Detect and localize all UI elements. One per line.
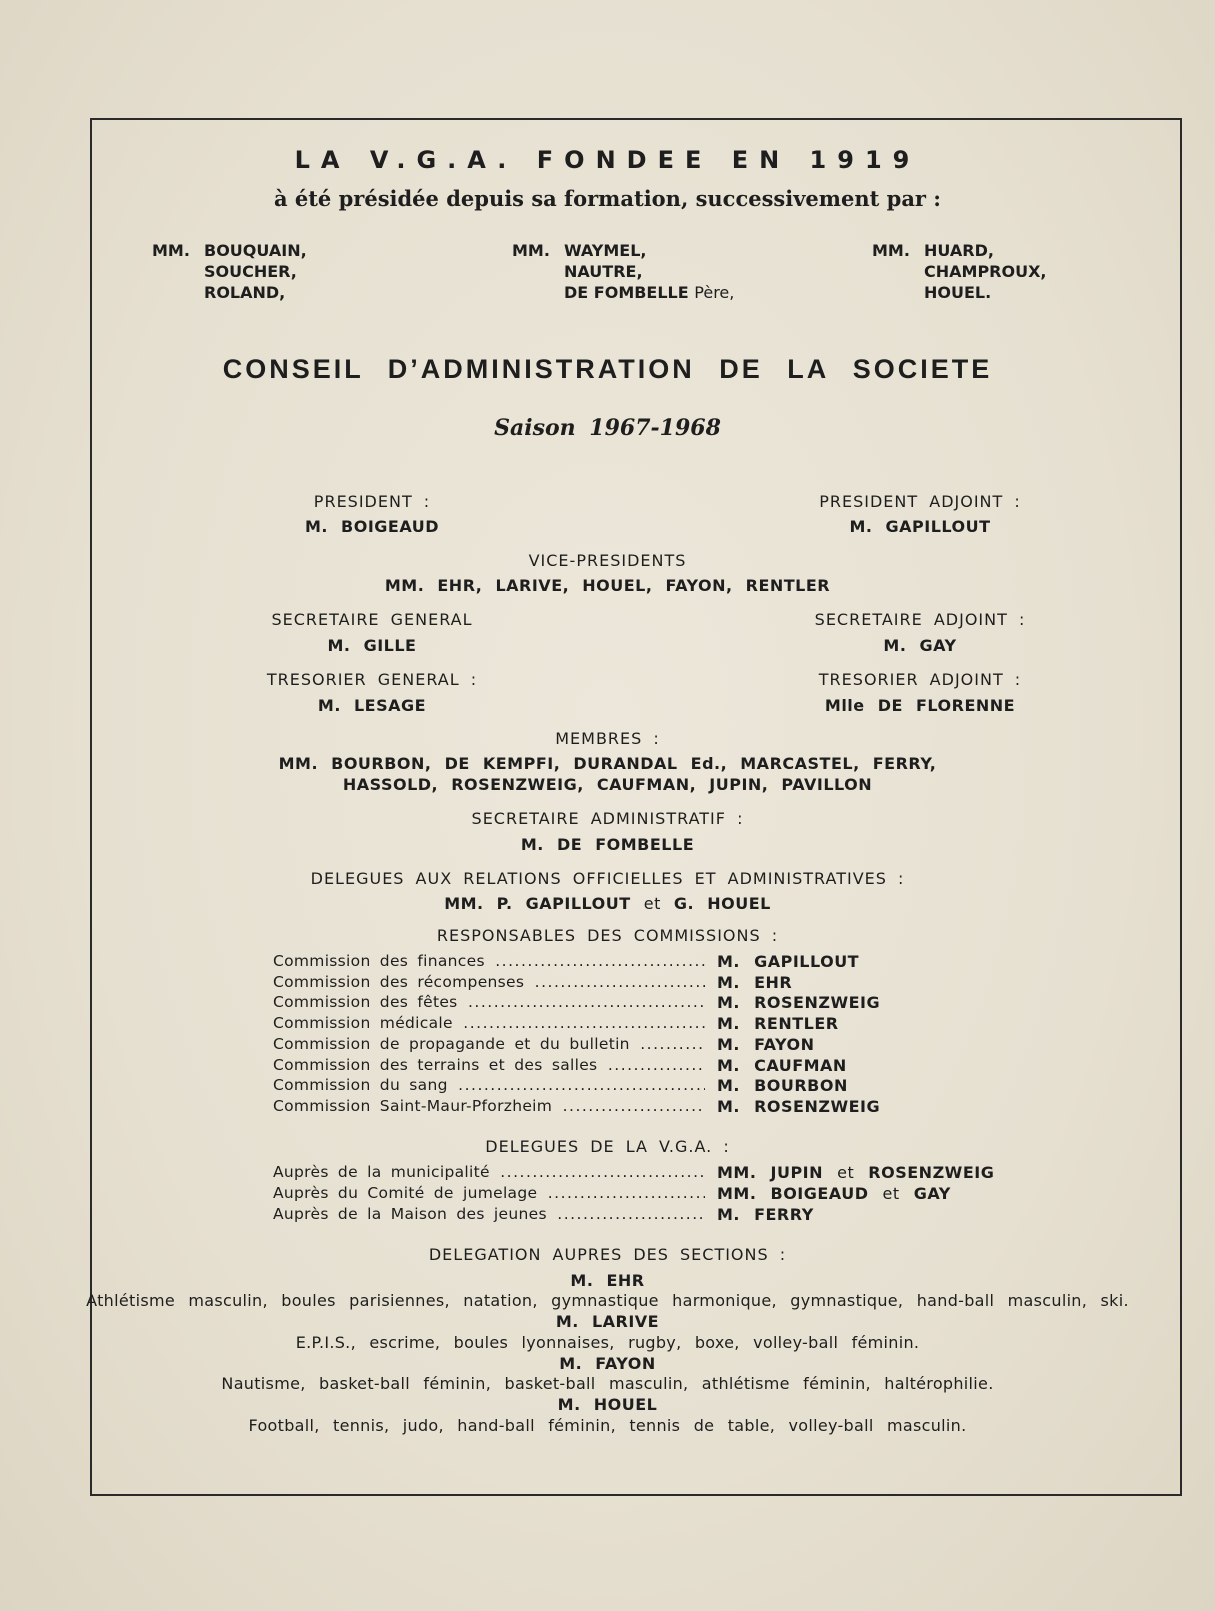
secretaire-administratif-name: M. DE FOMBELLE — [520, 835, 695, 854]
president-suffix: Père, — [694, 283, 735, 302]
secretaire-adjoint-name: M. GAY — [883, 636, 957, 655]
secretaire-general-name: M. GILLE — [327, 636, 417, 655]
delegue-vga-names: M. FERRY — [717, 1205, 814, 1224]
secretaire-general-label: SECRETAIRE GENERAL — [271, 610, 473, 629]
secretaire-administratif-label: SECRETAIRE ADMINISTRATIF : — [471, 809, 744, 828]
delegue-vga-names: MM. BOIGEAUD et GAY — [717, 1184, 951, 1203]
tresorier-adjoint-label: TRESORIER ADJOINT : — [818, 670, 1022, 689]
commission-label: Commission Saint-Maur-Pforzheim ..... — [273, 1097, 705, 1115]
president-name: HOUEL. — [924, 283, 992, 302]
delegation-sections: Football, tennis, judo, hand-ball féminin, tennis de table, volley-ball masculin. — [248, 1416, 967, 1435]
delegation-label: DELEGATION AUPRES DES SECTIONS : — [428, 1245, 787, 1264]
delegation-name: M. EHR — [570, 1271, 645, 1290]
foundation-title: LA V.G.A. FONDEE EN 1919 — [294, 146, 921, 174]
commission-responsable: M. EHR — [717, 973, 793, 992]
conjunction-et: et — [643, 894, 661, 913]
commission-responsable: M. RENTLER — [717, 1014, 839, 1033]
season-title: Saison 1967-1968 — [494, 415, 721, 441]
tresorier-general-label: TRESORIER GENERAL : — [266, 670, 478, 689]
president-name: M. BOIGEAUD — [304, 517, 440, 536]
delegue-officiel-2: G. HOUEL — [673, 894, 771, 913]
membres-label: MEMBRES : — [555, 729, 660, 748]
presidents-column-1 — [152, 240, 452, 310]
commission-label: Commission médicale ..... — [273, 1014, 705, 1032]
vice-presidents-label: VICE-PRESIDENTS — [528, 551, 687, 570]
tresorier-adjoint-name: Mlle DE FLORENNE — [824, 696, 1016, 715]
delegues-officiels-label: DELEGUES AUX RELATIONS OFFICIELLES ET ADMINISTRATIVES : — [310, 869, 905, 888]
commissions-label: RESPONSABLES DES COMMISSIONS : — [436, 926, 779, 945]
delegation-sections: Nautisme, basket-ball féminin, basket-ball masculin, athlétisme féminin, haltérophilie. — [221, 1374, 994, 1393]
president-name: ROLAND, — [204, 283, 286, 302]
delegation-name: M. LARIVE — [555, 1312, 660, 1331]
commission-label: Commission des fêtes ..... — [273, 993, 705, 1011]
president-name: CHAMPROUX, — [924, 262, 1047, 281]
president-name: WAYMEL, — [564, 241, 647, 260]
delegue-vga-names: MM. JUPIN et ROSENZWEIG — [717, 1163, 995, 1182]
president-name: BOUQUAIN, — [204, 241, 307, 260]
president-adjoint-name: M. GAPILLOUT — [849, 517, 991, 536]
delegue-vga-label: Auprès de la Maison des jeunes ..... — [273, 1205, 705, 1223]
delegation-name: M. FAYON — [559, 1354, 656, 1373]
commission-responsable: M. GAPILLOUT — [717, 952, 860, 971]
delegues-officiels-names — [0, 894, 1215, 913]
membres-line-1: MM. BOURBON, DE KEMPFI, DURANDAL Ed., MARCASTEL, FERRY, — [278, 754, 937, 773]
tresorier-general-name: M. LESAGE — [317, 696, 427, 715]
president-name: SOUCHER, — [204, 262, 297, 281]
delegue-vga-label: Auprès de la municipalité ..... — [273, 1163, 705, 1181]
secretaire-adjoint-label: SECRETAIRE ADJOINT : — [814, 610, 1026, 629]
vice-presidents-names: MM. EHR, LARIVE, HOUEL, FAYON, RENTLER — [384, 576, 831, 595]
presidents-column-2 — [512, 240, 812, 310]
presidents-prefix: MM. — [872, 241, 910, 260]
president-name: HUARD, — [924, 241, 994, 260]
commission-label: Commission des finances ..... — [273, 952, 705, 970]
commission-label: Commission des terrains et des salles ..... — [273, 1056, 705, 1074]
delegation-name: M. HOUEL — [557, 1395, 658, 1414]
commission-label: Commission des récompenses ..... — [273, 973, 705, 991]
commission-responsable: M. BOURBON — [717, 1076, 848, 1095]
presidents-prefix: MM. — [512, 241, 550, 260]
commission-responsable: M. ROSENZWEIG — [717, 1097, 881, 1116]
president-label: PRESIDENT : — [313, 492, 431, 511]
commission-responsable: M. CAUFMAN — [717, 1056, 847, 1075]
commission-responsable: M. FAYON — [717, 1035, 815, 1054]
foundation-subtitle: à été présidée depuis sa formation, successivement par : — [273, 186, 942, 211]
delegation-sections: Athlétisme masculin, boules parisiennes, natation, gymnastique harmonique, gymnastique, hand-ball masculin, ski. — [86, 1291, 1129, 1310]
conseil-title: CONSEIL D’ADMINISTRATION DE LA SOCIETE — [222, 354, 993, 384]
commission-responsable: M. ROSENZWEIG — [717, 993, 881, 1012]
commission-label: Commission de propagande et du bulletin ..... — [273, 1035, 705, 1053]
presidents-column-3 — [872, 240, 1172, 310]
delegue-vga-label: Auprès du Comité de jumelage ..... — [273, 1184, 705, 1202]
membres-line-2: HASSOLD, ROSENZWEIG, CAUFMAN, JUPIN, PAVILLON — [342, 775, 873, 794]
president-adjoint-label: PRESIDENT ADJOINT : — [819, 492, 1021, 511]
president-name: DE FOMBELLE — [564, 283, 689, 302]
commission-label: Commission du sang ..... — [273, 1076, 705, 1094]
delegues-vga-label: DELEGUES DE LA V.G.A. : — [485, 1137, 730, 1156]
delegue-officiel-1: MM. P. GAPILLOUT — [444, 894, 631, 913]
president-name: NAUTRE, — [564, 262, 643, 281]
delegation-sections: E.P.I.S., escrime, boules lyonnaises, rugby, boxe, volley-ball féminin. — [295, 1333, 920, 1352]
presidents-prefix: MM. — [152, 241, 190, 260]
